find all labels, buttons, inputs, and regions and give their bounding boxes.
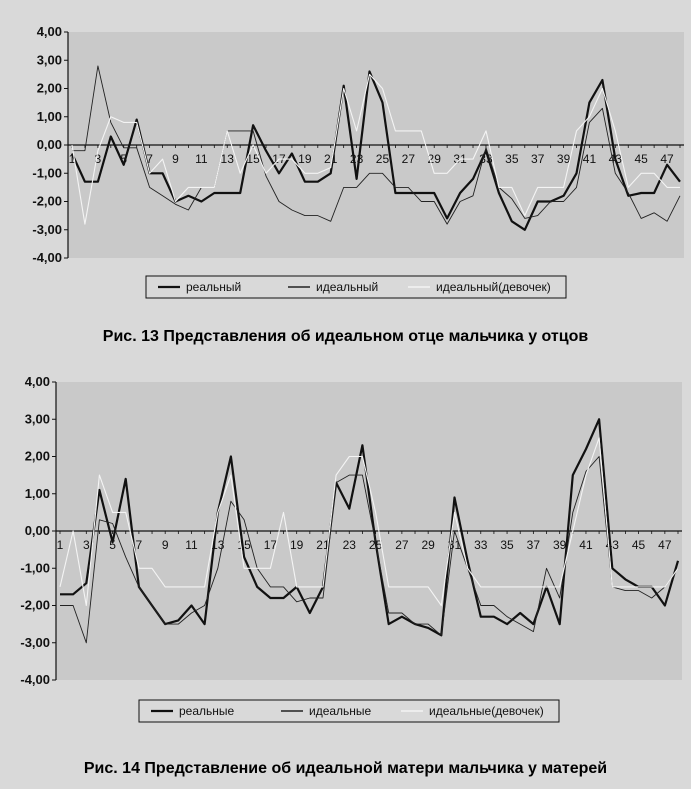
chart-2-y-tick-label: -3,00 [20,634,50,650]
chart-1-legend-label-ideal: идеальный [316,280,379,294]
chart-1-y-tick-label: -1,00 [32,165,62,181]
chart-2-x-tick-label: 3 [82,538,90,552]
chart-2-x-tick-label: 5 [109,538,116,552]
chart-2-x-tick-label: 19 [290,538,304,552]
chart-2-svg [0,362,691,734]
chart-2-x-tick-label: 27 [395,538,409,552]
chart-2-y-tick-label: -4,00 [20,672,50,687]
chart-1-x-tick-label: 21 [324,152,338,166]
chart-1-y-tick-label: 1,00 [36,108,62,124]
chart-1-y-tick-label: 2,00 [36,80,62,96]
chart-1-x-tick-label: 29 [427,152,441,166]
chart-1-y-tick-label: 4,00 [36,24,62,39]
chart-2-x-tick-label: 47 [658,538,672,552]
chart-2-x-tick-label: 23 [342,538,356,552]
chart-1-x-tick-label: 13 [220,152,234,166]
chart-1-y-tick-label: 3,00 [36,52,62,68]
chart-1-legend-label-ideal-girls: идеальный(девочек) [436,280,551,294]
chart-2-x-tick-label: 33 [474,538,488,552]
chart-2-x-tick-label: 7 [135,538,143,552]
chart-1-caption: Рис. 13 Представления об идеальном отце мальчика у отцов [102,328,589,345]
chart-2-y-tick-label: 0,00 [24,523,50,538]
chart-1-x-tick-label: 31 [453,152,467,166]
chart-1-x-tick-label: 19 [298,152,312,166]
chart-1-x-tick-label: 11 [195,152,208,166]
chart-2-y-tick-label: -2,00 [20,597,50,613]
chart-1-x-tick-label: 25 [375,152,390,166]
chart-2-x-tick-label: 11 [185,538,198,552]
chart-1-x-tick-label: 17 [272,152,286,166]
chart-1-x-tick-label: 27 [401,152,416,166]
chart-1-x-tick-label: 41 [582,152,597,166]
chart-2-x-tick-label: 41 [579,538,593,552]
chart-1-y-tick-label: -4,00 [32,250,62,265]
chart-1-y-tick-label: -3,00 [32,221,62,237]
chart-2-y-tick-label: 1,00 [24,485,50,501]
chart-1-svg [0,0,691,300]
chart-1-x-tick-label: 35 [505,152,519,166]
chart-1-x-tick-label: 5 [120,152,128,166]
chart-2-x-tick-label: 29 [421,538,435,552]
chart-1-x-tick-label: 23 [349,152,364,166]
chart-2-x-tick-label: 17 [263,538,278,552]
chart-2-x-tick-label: 15 [237,538,251,552]
chart-1-legend-label-real: реальный [186,280,242,294]
chart-2-caption: Рис. 14 Представление об идеальной матери мальчика у матерей [83,760,608,777]
chart-1-x-tick-label: 45 [634,152,648,166]
chart-2-legend-label-ideal-girls: идеальные(девочек) [429,704,544,718]
chart-2-legend-label-real: реальные [179,704,235,718]
chart-1 [0,0,691,300]
chart-1-x-tick-label: 3 [94,152,102,166]
chart-1-x-tick-label: 43 [608,152,622,166]
chart-2-x-tick-label: 35 [500,538,514,552]
chart-1-x-tick-label: 15 [246,152,260,166]
chart-2-x-tick-label: 21 [316,538,330,552]
chart-1-y-tick-label: 0,00 [36,137,62,152]
chart-2-legend-label-ideal: идеальные [309,704,372,718]
chart-1-x-tick-label: 1 [68,152,76,166]
chart-1-x-tick-label: 9 [172,152,179,166]
chart-1-x-tick-label: 37 [531,152,545,166]
chart-2-x-tick-label: 43 [605,538,619,552]
chart-2-x-tick-label: 25 [368,538,383,552]
chart-2-y-tick-label: -1,00 [20,560,50,576]
chart-1-x-tick-label: 39 [556,152,571,166]
chart-1-x-tick-label: 33 [479,152,493,166]
chart-1-x-tick-label: 47 [660,152,674,166]
chart-2-x-tick-label: 39 [552,538,567,552]
chart-2-x-tick-label: 37 [526,538,541,552]
chart-2-x-tick-label: 1 [56,538,64,552]
chart-2-y-tick-label: 2,00 [24,448,50,464]
chart-2-x-tick-label: 31 [447,538,462,552]
chart-2-x-tick-label: 45 [631,538,646,552]
chart-2 [0,362,691,734]
chart-2-y-tick-label: 4,00 [24,374,50,389]
chart-1-y-tick-label: -2,00 [32,193,62,209]
chart-1-x-tick-label: 7 [146,152,153,166]
chart-2-y-tick-label: 3,00 [24,411,50,427]
chart-2-x-tick-label: 13 [211,538,225,552]
chart-2-x-tick-label: 9 [161,538,169,552]
